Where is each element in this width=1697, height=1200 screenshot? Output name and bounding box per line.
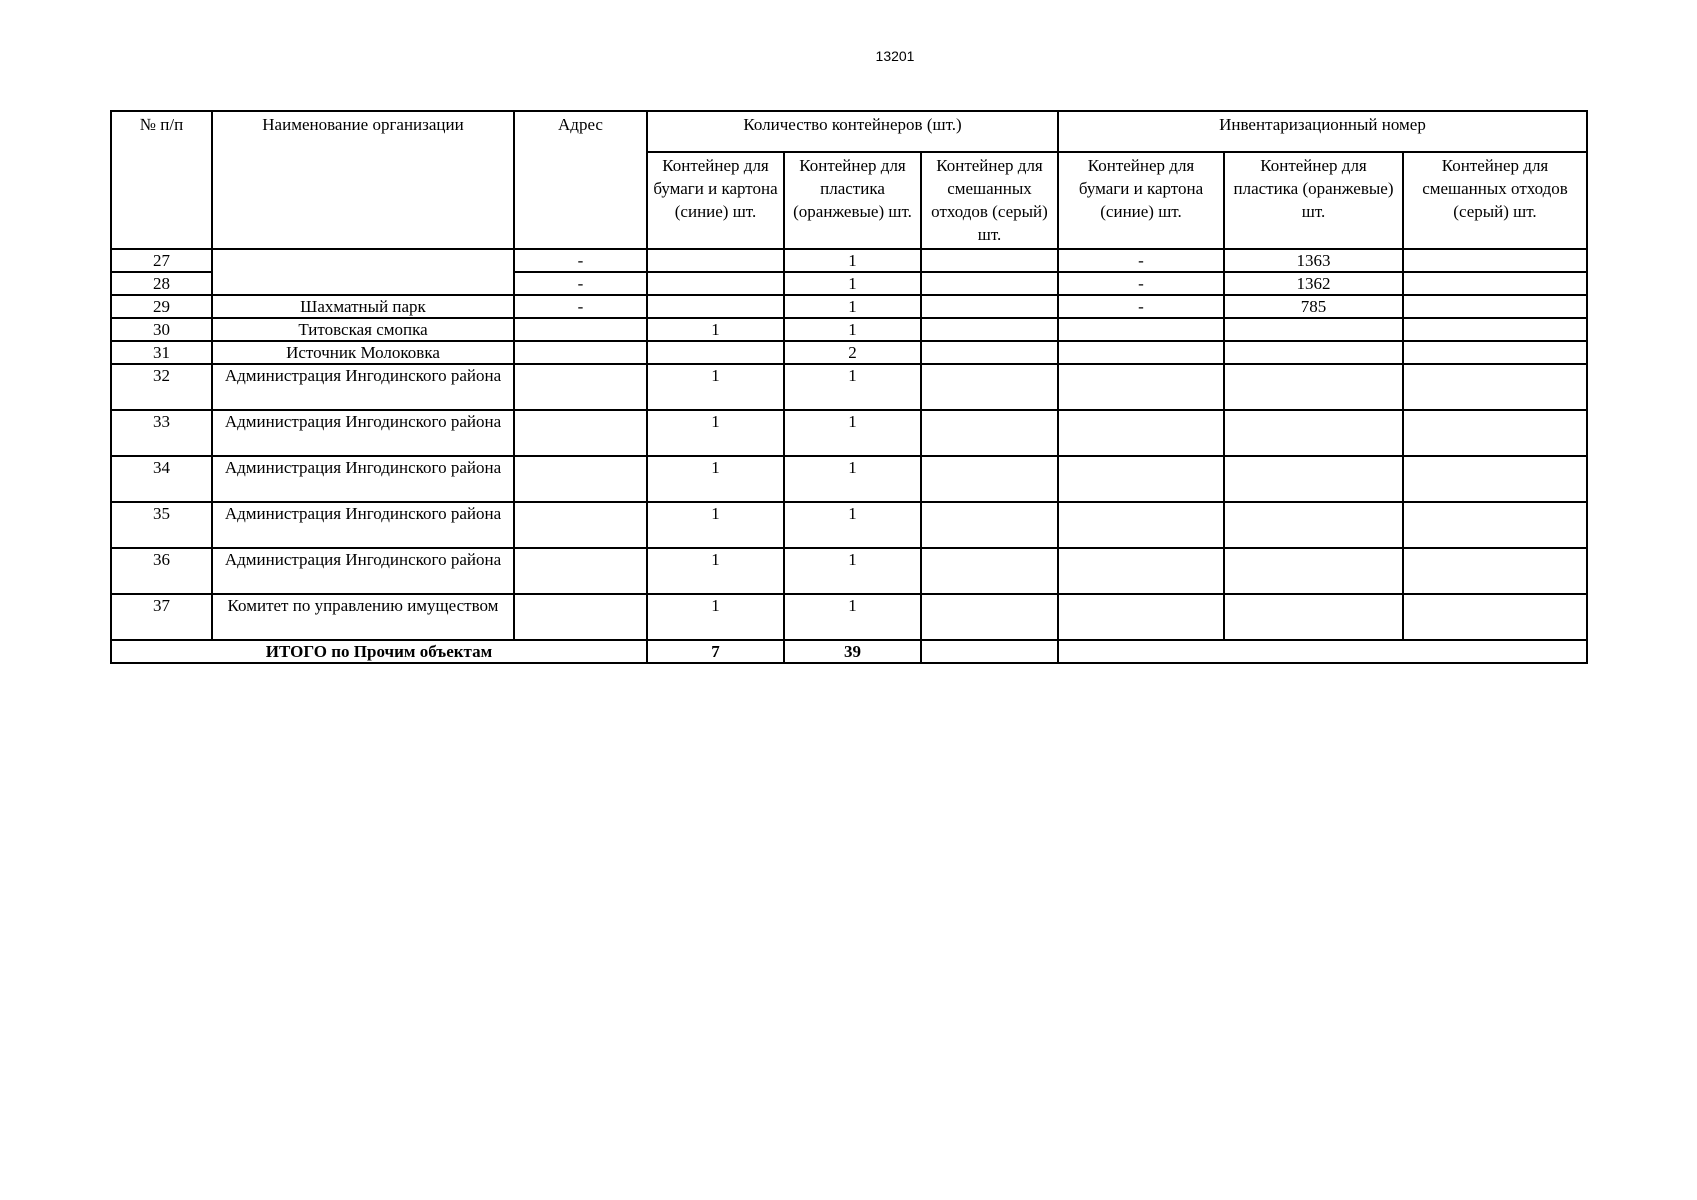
cell-num: 30 — [111, 318, 212, 341]
cell-qty-paper — [647, 249, 784, 272]
total-row — [111, 640, 1587, 663]
cell-address — [514, 502, 647, 548]
cell-qty-mixed — [921, 272, 1058, 295]
cell-qty-plastic: 1 — [784, 318, 921, 341]
cell-inv-mixed — [1403, 594, 1587, 640]
cell-num: 31 — [111, 341, 212, 364]
table-row — [111, 249, 1587, 272]
table-row — [111, 341, 1587, 364]
header-num: № п/п — [111, 111, 212, 249]
cell-address — [514, 341, 647, 364]
header-row-top — [111, 111, 1587, 152]
cell-inv-mixed — [1403, 410, 1587, 456]
cell-qty-paper — [647, 295, 784, 318]
cell-qty-mixed — [921, 341, 1058, 364]
cell-qty-mixed — [921, 456, 1058, 502]
cell-address — [514, 318, 647, 341]
cell-qty-plastic: 1 — [784, 249, 921, 272]
cell-inv-paper — [1058, 456, 1224, 502]
cell-qty-paper — [647, 272, 784, 295]
cell-qty-paper: 1 — [647, 456, 784, 502]
cell-num: 35 — [111, 502, 212, 548]
cell-inv-paper — [1058, 548, 1224, 594]
header-qty-plastic: Контейнер для пластика (оранжевые) шт. — [784, 152, 921, 249]
cell-address — [514, 410, 647, 456]
cell-inv-mixed — [1403, 456, 1587, 502]
cell-inv-plastic — [1224, 502, 1403, 548]
cell-org: Администрация Ингодинского района — [212, 548, 514, 594]
cell-inv-paper: - — [1058, 249, 1224, 272]
cell-qty-plastic: 1 — [784, 548, 921, 594]
cell-address: - — [514, 272, 647, 295]
total-label: ИТОГО по Прочим объектам — [111, 640, 647, 663]
header-inv-paper: Контейнер для бумаги и картона (синие) шт. — [1058, 152, 1224, 249]
cell-num: 34 — [111, 456, 212, 502]
cell-qty-plastic: 1 — [784, 364, 921, 410]
table-row — [111, 594, 1587, 640]
table-row — [111, 318, 1587, 341]
cell-inv-plastic — [1224, 341, 1403, 364]
page-number: 13201 — [875, 48, 915, 64]
cell-inv-paper — [1058, 318, 1224, 341]
cell-inv-paper — [1058, 502, 1224, 548]
cell-inv-mixed — [1403, 548, 1587, 594]
cell-org: Титовская смопка — [212, 318, 514, 341]
cell-org: Администрация Ингодинского района — [212, 364, 514, 410]
cell-qty-mixed — [921, 295, 1058, 318]
cell-address — [514, 364, 647, 410]
table-row — [111, 410, 1587, 456]
cell-inv-plastic — [1224, 364, 1403, 410]
cell-num: 28 — [111, 272, 212, 295]
cell-org: Администрация Ингодинского района — [212, 456, 514, 502]
cell-num: 29 — [111, 295, 212, 318]
cell-inv-paper: - — [1058, 272, 1224, 295]
cell-qty-paper: 1 — [647, 502, 784, 548]
table-row — [111, 456, 1587, 502]
total-qty-paper: 7 — [647, 640, 784, 663]
cell-qty-paper: 1 — [647, 410, 784, 456]
header-address: Адрес — [514, 111, 647, 249]
cell-qty-plastic: 1 — [784, 502, 921, 548]
cell-qty-mixed — [921, 548, 1058, 594]
cell-qty-paper: 1 — [647, 318, 784, 341]
header-org: Наименование организации — [212, 111, 514, 249]
cell-inv-paper — [1058, 341, 1224, 364]
header-inv-mixed: Контейнер для смешанных отходов (серый) шт. — [1403, 152, 1587, 249]
cell-num: 36 — [111, 548, 212, 594]
header-inv-plastic: Контейнер для пластика (оранжевые) шт. — [1224, 152, 1403, 249]
cell-qty-mixed — [921, 318, 1058, 341]
cell-num: 27 — [111, 249, 212, 272]
cell-inv-plastic: 1362 — [1224, 272, 1403, 295]
cell-num: 32 — [111, 364, 212, 410]
header-qty-mixed: Контейнер для смешанных отходов (серый) шт. — [921, 152, 1058, 249]
cell-inv-plastic — [1224, 548, 1403, 594]
cell-address — [514, 548, 647, 594]
containers-table — [110, 110, 1588, 664]
cell-org: Шахматный парк — [212, 295, 514, 318]
cell-inv-mixed — [1403, 249, 1587, 272]
cell-inv-paper: - — [1058, 295, 1224, 318]
cell-inv-plastic — [1224, 594, 1403, 640]
cell-inv-plastic — [1224, 410, 1403, 456]
cell-inv-paper — [1058, 594, 1224, 640]
cell-num: 33 — [111, 410, 212, 456]
cell-address — [514, 594, 647, 640]
total-qty-mixed — [921, 640, 1058, 663]
cell-qty-mixed — [921, 364, 1058, 410]
cell-qty-plastic: 2 — [784, 341, 921, 364]
cell-qty-mixed — [921, 249, 1058, 272]
cell-inv-mixed — [1403, 295, 1587, 318]
cell-address: - — [514, 295, 647, 318]
table-row — [111, 364, 1587, 410]
table-row — [111, 502, 1587, 548]
cell-inv-mixed — [1403, 364, 1587, 410]
table-row — [111, 548, 1587, 594]
cell-org: Источник Молоковка — [212, 341, 514, 364]
table-row — [111, 295, 1587, 318]
cell-inv-plastic: 785 — [1224, 295, 1403, 318]
cell-qty-plastic: 1 — [784, 272, 921, 295]
cell-inv-paper — [1058, 410, 1224, 456]
cell-inv-mixed — [1403, 341, 1587, 364]
header-qty-group: Количество контейнеров (шт.) — [647, 111, 1058, 152]
cell-inv-mixed — [1403, 272, 1587, 295]
cell-qty-paper: 1 — [647, 364, 784, 410]
cell-num: 37 — [111, 594, 212, 640]
cell-qty-paper: 1 — [647, 548, 784, 594]
cell-org: Администрация Ингодинского района — [212, 410, 514, 456]
cell-inv-plastic — [1224, 456, 1403, 502]
cell-qty-plastic: 1 — [784, 594, 921, 640]
cell-org — [212, 249, 514, 295]
cell-inv-mixed — [1403, 318, 1587, 341]
header-inv-group: Инвентаризационный номер — [1058, 111, 1587, 152]
cell-qty-plastic: 1 — [784, 295, 921, 318]
cell-inv-mixed — [1403, 502, 1587, 548]
cell-address — [514, 456, 647, 502]
cell-qty-mixed — [921, 502, 1058, 548]
cell-qty-mixed — [921, 410, 1058, 456]
cell-inv-paper — [1058, 364, 1224, 410]
cell-qty-paper — [647, 341, 784, 364]
header-qty-paper: Контейнер для бумаги и картона (синие) шт. — [647, 152, 784, 249]
cell-inv-plastic: 1363 — [1224, 249, 1403, 272]
cell-qty-plastic: 1 — [784, 410, 921, 456]
cell-qty-plastic: 1 — [784, 456, 921, 502]
total-qty-plastic: 39 — [784, 640, 921, 663]
total-inv-empty — [1058, 640, 1587, 663]
cell-inv-plastic — [1224, 318, 1403, 341]
cell-qty-paper: 1 — [647, 594, 784, 640]
cell-org: Комитет по управлению имуществом — [212, 594, 514, 640]
cell-org: Администрация Ингодинского района — [212, 502, 514, 548]
cell-qty-mixed — [921, 594, 1058, 640]
cell-address: - — [514, 249, 647, 272]
